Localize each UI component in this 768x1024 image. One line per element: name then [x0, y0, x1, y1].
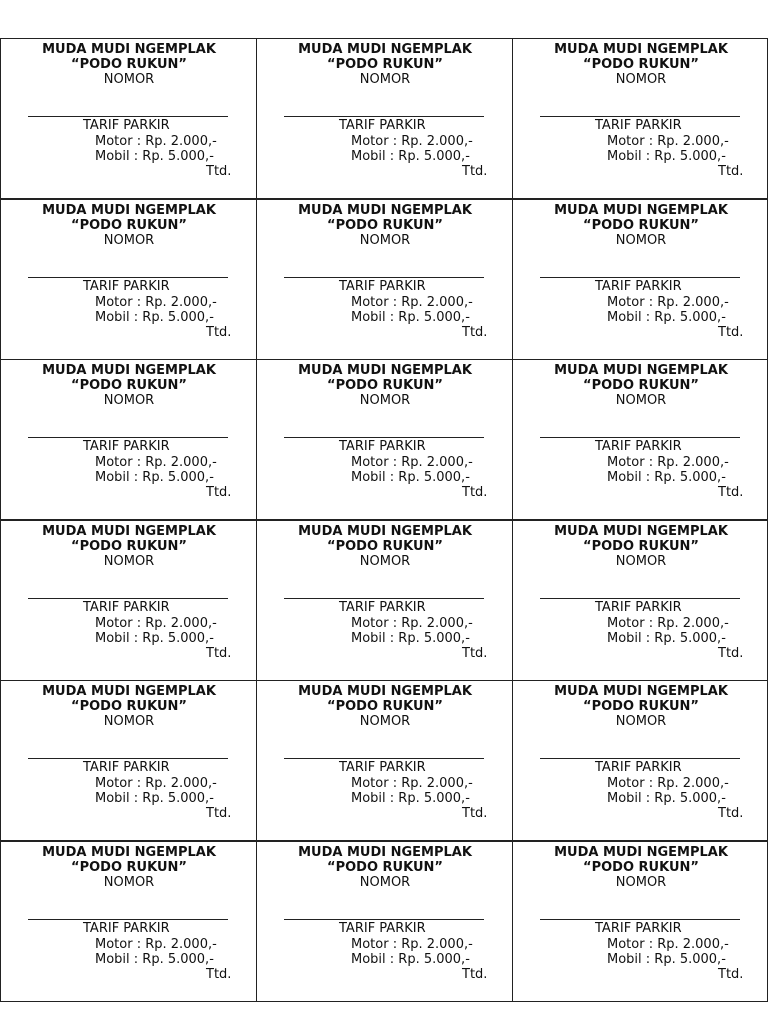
number-line [28, 919, 228, 920]
mobil-rate: Mobil : Rp. 5.000,- [607, 149, 726, 164]
motto: “PODO RUKUN” [583, 860, 699, 875]
number-label: NOMOR [359, 393, 411, 408]
organization-name: MUDA MUDI NGEMPLAK [554, 42, 728, 57]
number-line [540, 919, 740, 920]
signature-label: Ttd. [206, 967, 232, 982]
number-line [284, 277, 484, 278]
mobil-rate: Mobil : Rp. 5.000,- [95, 952, 214, 967]
motto: “PODO RUKUN” [71, 378, 187, 393]
motor-rate: Motor : Rp. 2.000,- [95, 455, 217, 470]
parking-ticket [512, 199, 768, 360]
parking-ticket [256, 520, 513, 681]
number-line [540, 598, 740, 599]
motor-rate: Motor : Rp. 2.000,- [607, 295, 729, 310]
number-line [540, 437, 740, 438]
motor-rate: Motor : Rp. 2.000,- [95, 937, 217, 952]
number-label: NOMOR [359, 714, 411, 729]
number-label: NOMOR [615, 875, 667, 890]
mobil-rate: Mobil : Rp. 5.000,- [95, 631, 214, 646]
signature-label: Ttd. [462, 646, 488, 661]
number-line [540, 758, 740, 759]
signature-label: Ttd. [718, 646, 744, 661]
motto: “PODO RUKUN” [71, 218, 187, 233]
organization-name: MUDA MUDI NGEMPLAK [554, 363, 728, 378]
mobil-rate: Mobil : Rp. 5.000,- [351, 470, 470, 485]
organization-name: MUDA MUDI NGEMPLAK [298, 845, 472, 860]
number-line [540, 277, 740, 278]
signature-label: Ttd. [462, 485, 488, 500]
signature-label: Ttd. [718, 164, 744, 179]
parking-ticket [512, 520, 768, 681]
mobil-rate: Mobil : Rp. 5.000,- [95, 791, 214, 806]
signature-label: Ttd. [718, 325, 744, 340]
number-line [28, 598, 228, 599]
parking-ticket [256, 680, 513, 841]
signature-label: Ttd. [206, 485, 232, 500]
signature-label: Ttd. [206, 806, 232, 821]
mobil-rate: Mobil : Rp. 5.000,- [607, 791, 726, 806]
tariff-title: TARIF PARKIR [595, 760, 682, 775]
tariff-title: TARIF PARKIR [339, 760, 426, 775]
number-label: NOMOR [103, 72, 155, 87]
tariff-title: TARIF PARKIR [595, 279, 682, 294]
motto: “PODO RUKUN” [71, 57, 187, 72]
mobil-rate: Mobil : Rp. 5.000,- [351, 149, 470, 164]
mobil-rate: Mobil : Rp. 5.000,- [351, 310, 470, 325]
signature-label: Ttd. [206, 325, 232, 340]
organization-name: MUDA MUDI NGEMPLAK [42, 42, 216, 57]
signature-label: Ttd. [206, 646, 232, 661]
motor-rate: Motor : Rp. 2.000,- [607, 776, 729, 791]
mobil-rate: Mobil : Rp. 5.000,- [95, 149, 214, 164]
parking-ticket [256, 199, 513, 360]
number-label: NOMOR [615, 72, 667, 87]
organization-name: MUDA MUDI NGEMPLAK [554, 684, 728, 699]
motor-rate: Motor : Rp. 2.000,- [351, 616, 473, 631]
motor-rate: Motor : Rp. 2.000,- [95, 776, 217, 791]
motto: “PODO RUKUN” [71, 860, 187, 875]
motto: “PODO RUKUN” [327, 378, 443, 393]
motor-rate: Motor : Rp. 2.000,- [607, 616, 729, 631]
motor-rate: Motor : Rp. 2.000,- [607, 937, 729, 952]
tariff-title: TARIF PARKIR [83, 118, 170, 133]
parking-ticket [0, 38, 257, 199]
motor-rate: Motor : Rp. 2.000,- [351, 455, 473, 470]
tariff-title: TARIF PARKIR [83, 279, 170, 294]
organization-name: MUDA MUDI NGEMPLAK [42, 524, 216, 539]
motor-rate: Motor : Rp. 2.000,- [351, 937, 473, 952]
parking-ticket [0, 520, 257, 681]
parking-ticket [0, 680, 257, 841]
number-label: NOMOR [615, 233, 667, 248]
number-label: NOMOR [615, 714, 667, 729]
motto: “PODO RUKUN” [583, 539, 699, 554]
organization-name: MUDA MUDI NGEMPLAK [554, 524, 728, 539]
tariff-title: TARIF PARKIR [339, 921, 426, 936]
parking-ticket [0, 199, 257, 360]
number-label: NOMOR [103, 875, 155, 890]
mobil-rate: Mobil : Rp. 5.000,- [607, 310, 726, 325]
mobil-rate: Mobil : Rp. 5.000,- [95, 310, 214, 325]
parking-ticket [512, 359, 768, 520]
motto: “PODO RUKUN” [583, 218, 699, 233]
tariff-title: TARIF PARKIR [83, 439, 170, 454]
motto: “PODO RUKUN” [71, 539, 187, 554]
mobil-rate: Mobil : Rp. 5.000,- [607, 470, 726, 485]
organization-name: MUDA MUDI NGEMPLAK [298, 42, 472, 57]
parking-ticket [0, 841, 257, 1002]
parking-ticket [512, 841, 768, 1002]
motor-rate: Motor : Rp. 2.000,- [607, 134, 729, 149]
tariff-title: TARIF PARKIR [339, 279, 426, 294]
signature-label: Ttd. [206, 164, 232, 179]
mobil-rate: Mobil : Rp. 5.000,- [95, 470, 214, 485]
motto: “PODO RUKUN” [327, 539, 443, 554]
number-label: NOMOR [615, 393, 667, 408]
ticket-sheet [0, 38, 768, 1000]
tariff-title: TARIF PARKIR [339, 439, 426, 454]
mobil-rate: Mobil : Rp. 5.000,- [607, 631, 726, 646]
number-line [28, 437, 228, 438]
parking-ticket [256, 38, 513, 199]
signature-label: Ttd. [462, 967, 488, 982]
tariff-title: TARIF PARKIR [83, 600, 170, 615]
motto: “PODO RUKUN” [583, 699, 699, 714]
parking-ticket [0, 359, 257, 520]
signature-label: Ttd. [718, 485, 744, 500]
number-label: NOMOR [359, 72, 411, 87]
number-label: NOMOR [103, 554, 155, 569]
parking-ticket [512, 680, 768, 841]
motor-rate: Motor : Rp. 2.000,- [351, 776, 473, 791]
organization-name: MUDA MUDI NGEMPLAK [554, 845, 728, 860]
parking-ticket [256, 841, 513, 1002]
organization-name: MUDA MUDI NGEMPLAK [42, 684, 216, 699]
mobil-rate: Mobil : Rp. 5.000,- [351, 631, 470, 646]
organization-name: MUDA MUDI NGEMPLAK [42, 845, 216, 860]
tariff-title: TARIF PARKIR [83, 760, 170, 775]
number-line [284, 598, 484, 599]
motor-rate: Motor : Rp. 2.000,- [351, 134, 473, 149]
signature-label: Ttd. [462, 806, 488, 821]
motto: “PODO RUKUN” [583, 57, 699, 72]
number-line [28, 277, 228, 278]
tariff-title: TARIF PARKIR [595, 600, 682, 615]
motto: “PODO RUKUN” [327, 860, 443, 875]
mobil-rate: Mobil : Rp. 5.000,- [607, 952, 726, 967]
tariff-title: TARIF PARKIR [595, 921, 682, 936]
signature-label: Ttd. [462, 325, 488, 340]
number-label: NOMOR [359, 233, 411, 248]
parking-ticket [512, 38, 768, 199]
tariff-title: TARIF PARKIR [339, 600, 426, 615]
motto: “PODO RUKUN” [583, 378, 699, 393]
number-label: NOMOR [103, 714, 155, 729]
motto: “PODO RUKUN” [327, 218, 443, 233]
organization-name: MUDA MUDI NGEMPLAK [298, 363, 472, 378]
organization-name: MUDA MUDI NGEMPLAK [298, 684, 472, 699]
number-label: NOMOR [103, 393, 155, 408]
motto: “PODO RUKUN” [327, 699, 443, 714]
tariff-title: TARIF PARKIR [83, 921, 170, 936]
number-label: NOMOR [359, 554, 411, 569]
motor-rate: Motor : Rp. 2.000,- [95, 616, 217, 631]
signature-label: Ttd. [718, 806, 744, 821]
number-line [284, 116, 484, 117]
motor-rate: Motor : Rp. 2.000,- [95, 295, 217, 310]
organization-name: MUDA MUDI NGEMPLAK [298, 203, 472, 218]
organization-name: MUDA MUDI NGEMPLAK [42, 203, 216, 218]
signature-label: Ttd. [718, 967, 744, 982]
number-line [284, 919, 484, 920]
organization-name: MUDA MUDI NGEMPLAK [298, 524, 472, 539]
organization-name: MUDA MUDI NGEMPLAK [42, 363, 216, 378]
number-label: NOMOR [359, 875, 411, 890]
motto: “PODO RUKUN” [71, 699, 187, 714]
parking-ticket [256, 359, 513, 520]
organization-name: MUDA MUDI NGEMPLAK [554, 203, 728, 218]
mobil-rate: Mobil : Rp. 5.000,- [351, 791, 470, 806]
number-line [28, 116, 228, 117]
signature-label: Ttd. [462, 164, 488, 179]
motor-rate: Motor : Rp. 2.000,- [95, 134, 217, 149]
tariff-title: TARIF PARKIR [339, 118, 426, 133]
mobil-rate: Mobil : Rp. 5.000,- [351, 952, 470, 967]
motor-rate: Motor : Rp. 2.000,- [351, 295, 473, 310]
number-line [284, 437, 484, 438]
number-label: NOMOR [615, 554, 667, 569]
number-line [284, 758, 484, 759]
motto: “PODO RUKUN” [327, 57, 443, 72]
number-label: NOMOR [103, 233, 155, 248]
number-line [540, 116, 740, 117]
tariff-title: TARIF PARKIR [595, 439, 682, 454]
number-line [28, 758, 228, 759]
motor-rate: Motor : Rp. 2.000,- [607, 455, 729, 470]
tariff-title: TARIF PARKIR [595, 118, 682, 133]
